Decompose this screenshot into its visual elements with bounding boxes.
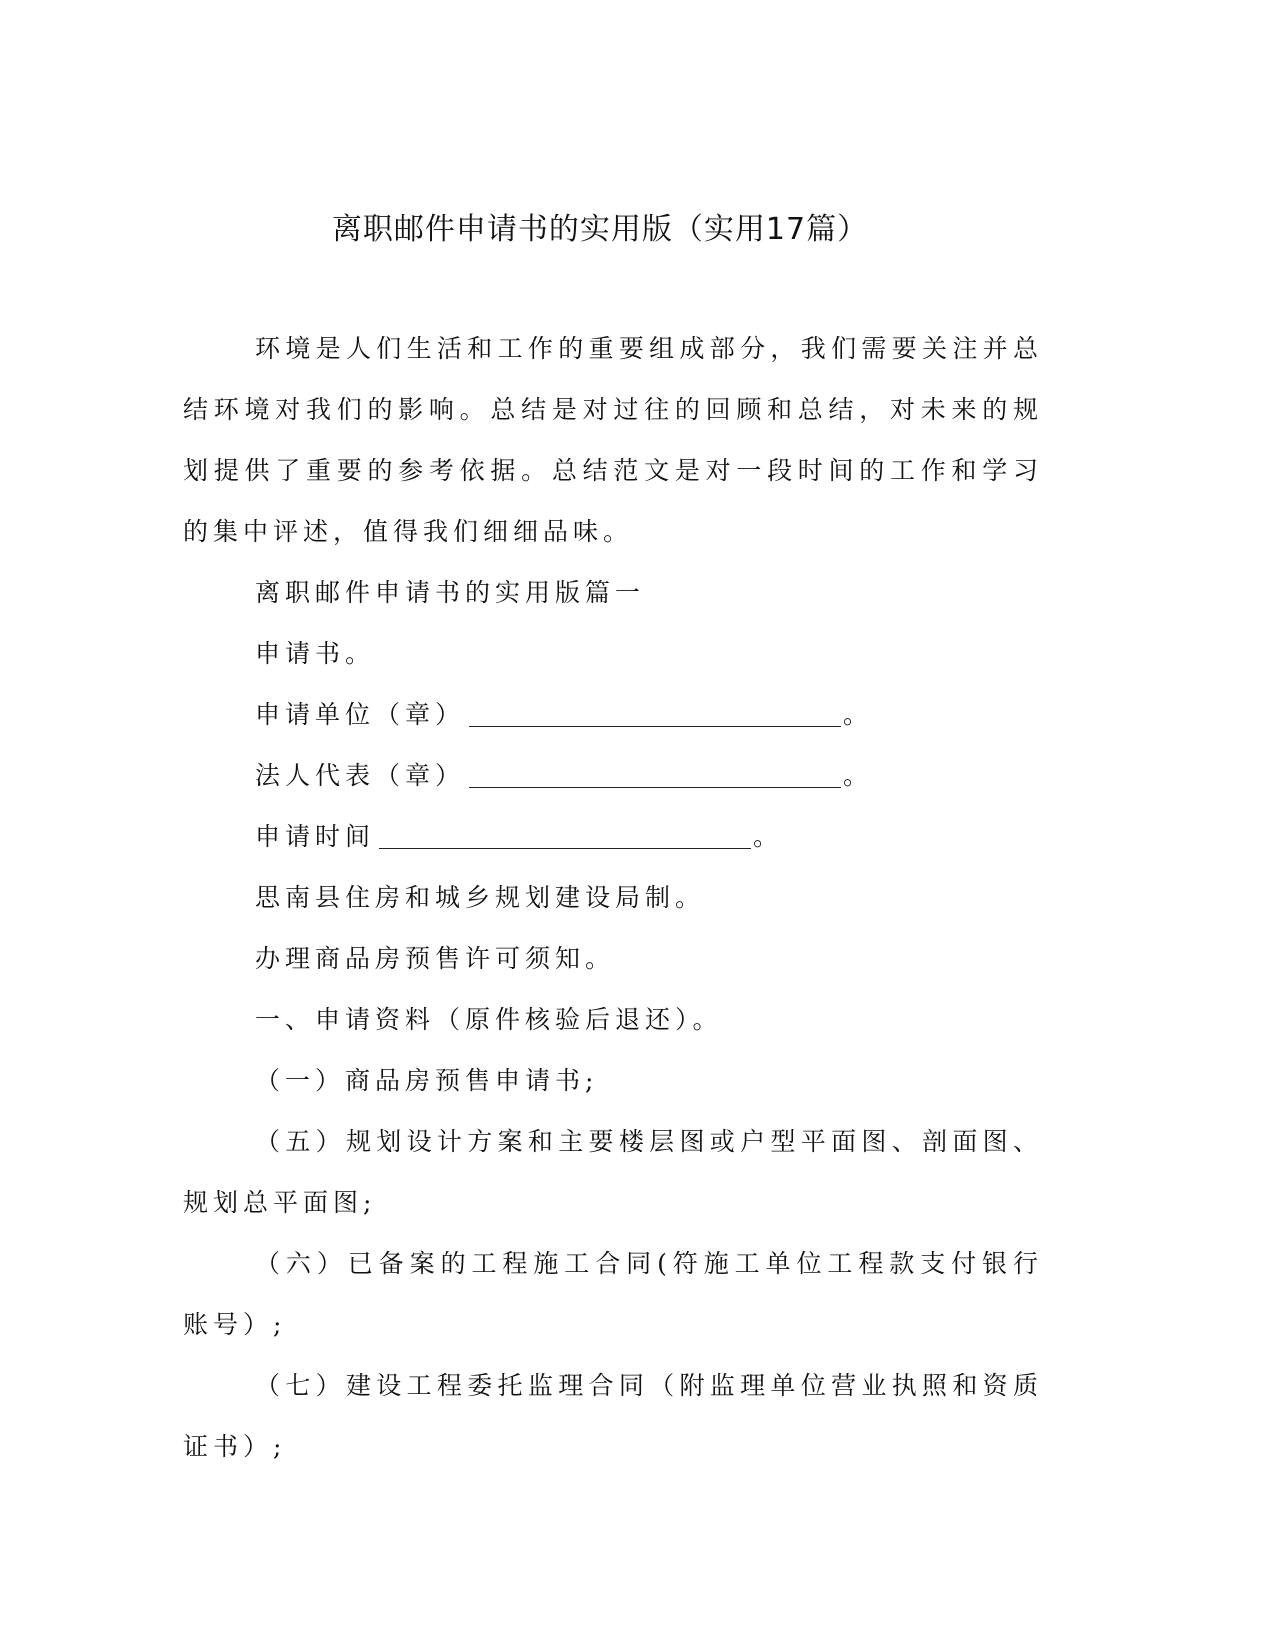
material-item: （六）已备案的工程施工合同(符施工单位工程款支付银行账号）; bbox=[183, 1249, 1043, 1339]
material-item: （一）商品房预售申请书; bbox=[255, 1066, 599, 1095]
document-title: 离职邮件申请书的实用版（实用17篇） bbox=[331, 212, 869, 247]
issuer-line: 思南县住房和城乡规划建设局制。 bbox=[255, 883, 706, 912]
form-field-legal-representative bbox=[183, 745, 1043, 806]
blank-line bbox=[469, 761, 841, 788]
notice-title: 办理商品房预售许可须知。 bbox=[255, 944, 616, 973]
form-title: 申请书。 bbox=[255, 639, 376, 668]
field-suffix: 。 bbox=[843, 700, 874, 729]
field-label: 法人代表（章） bbox=[255, 761, 466, 790]
material-item: （七）建设工程委托监理合同（附监理单位营业执照和资质证书）; bbox=[183, 1371, 1043, 1461]
material-item: （五）规划设计方案和主要楼层图或户型平面图、剖面图、规划总平面图; bbox=[183, 1127, 1043, 1217]
field-suffix: 。 bbox=[753, 822, 784, 851]
intro-paragraph: 环境是人们生活和工作的重要组成部分，我们需要关注并总结环境对我们的影响。总结是对过往的回顾和总结，对未来的规划提供了重要的参考依据。总结范文是对一段时间的工作和学习的集中评述，值得我们细细品味。 bbox=[183, 334, 1043, 546]
materials-heading: 一、申请资料（原件核验后退还）。 bbox=[255, 1005, 723, 1034]
document-body bbox=[183, 318, 1043, 1477]
field-label: 申请单位（章） bbox=[255, 700, 466, 729]
blank-line bbox=[469, 700, 841, 727]
field-label: 申请时间 bbox=[255, 822, 376, 851]
form-field-applicant-unit bbox=[183, 684, 1043, 745]
field-suffix: 。 bbox=[843, 761, 874, 790]
form-field-application-time bbox=[183, 806, 1043, 867]
section-heading: 离职邮件申请书的实用版篇一 bbox=[255, 578, 646, 607]
blank-line bbox=[379, 822, 751, 849]
